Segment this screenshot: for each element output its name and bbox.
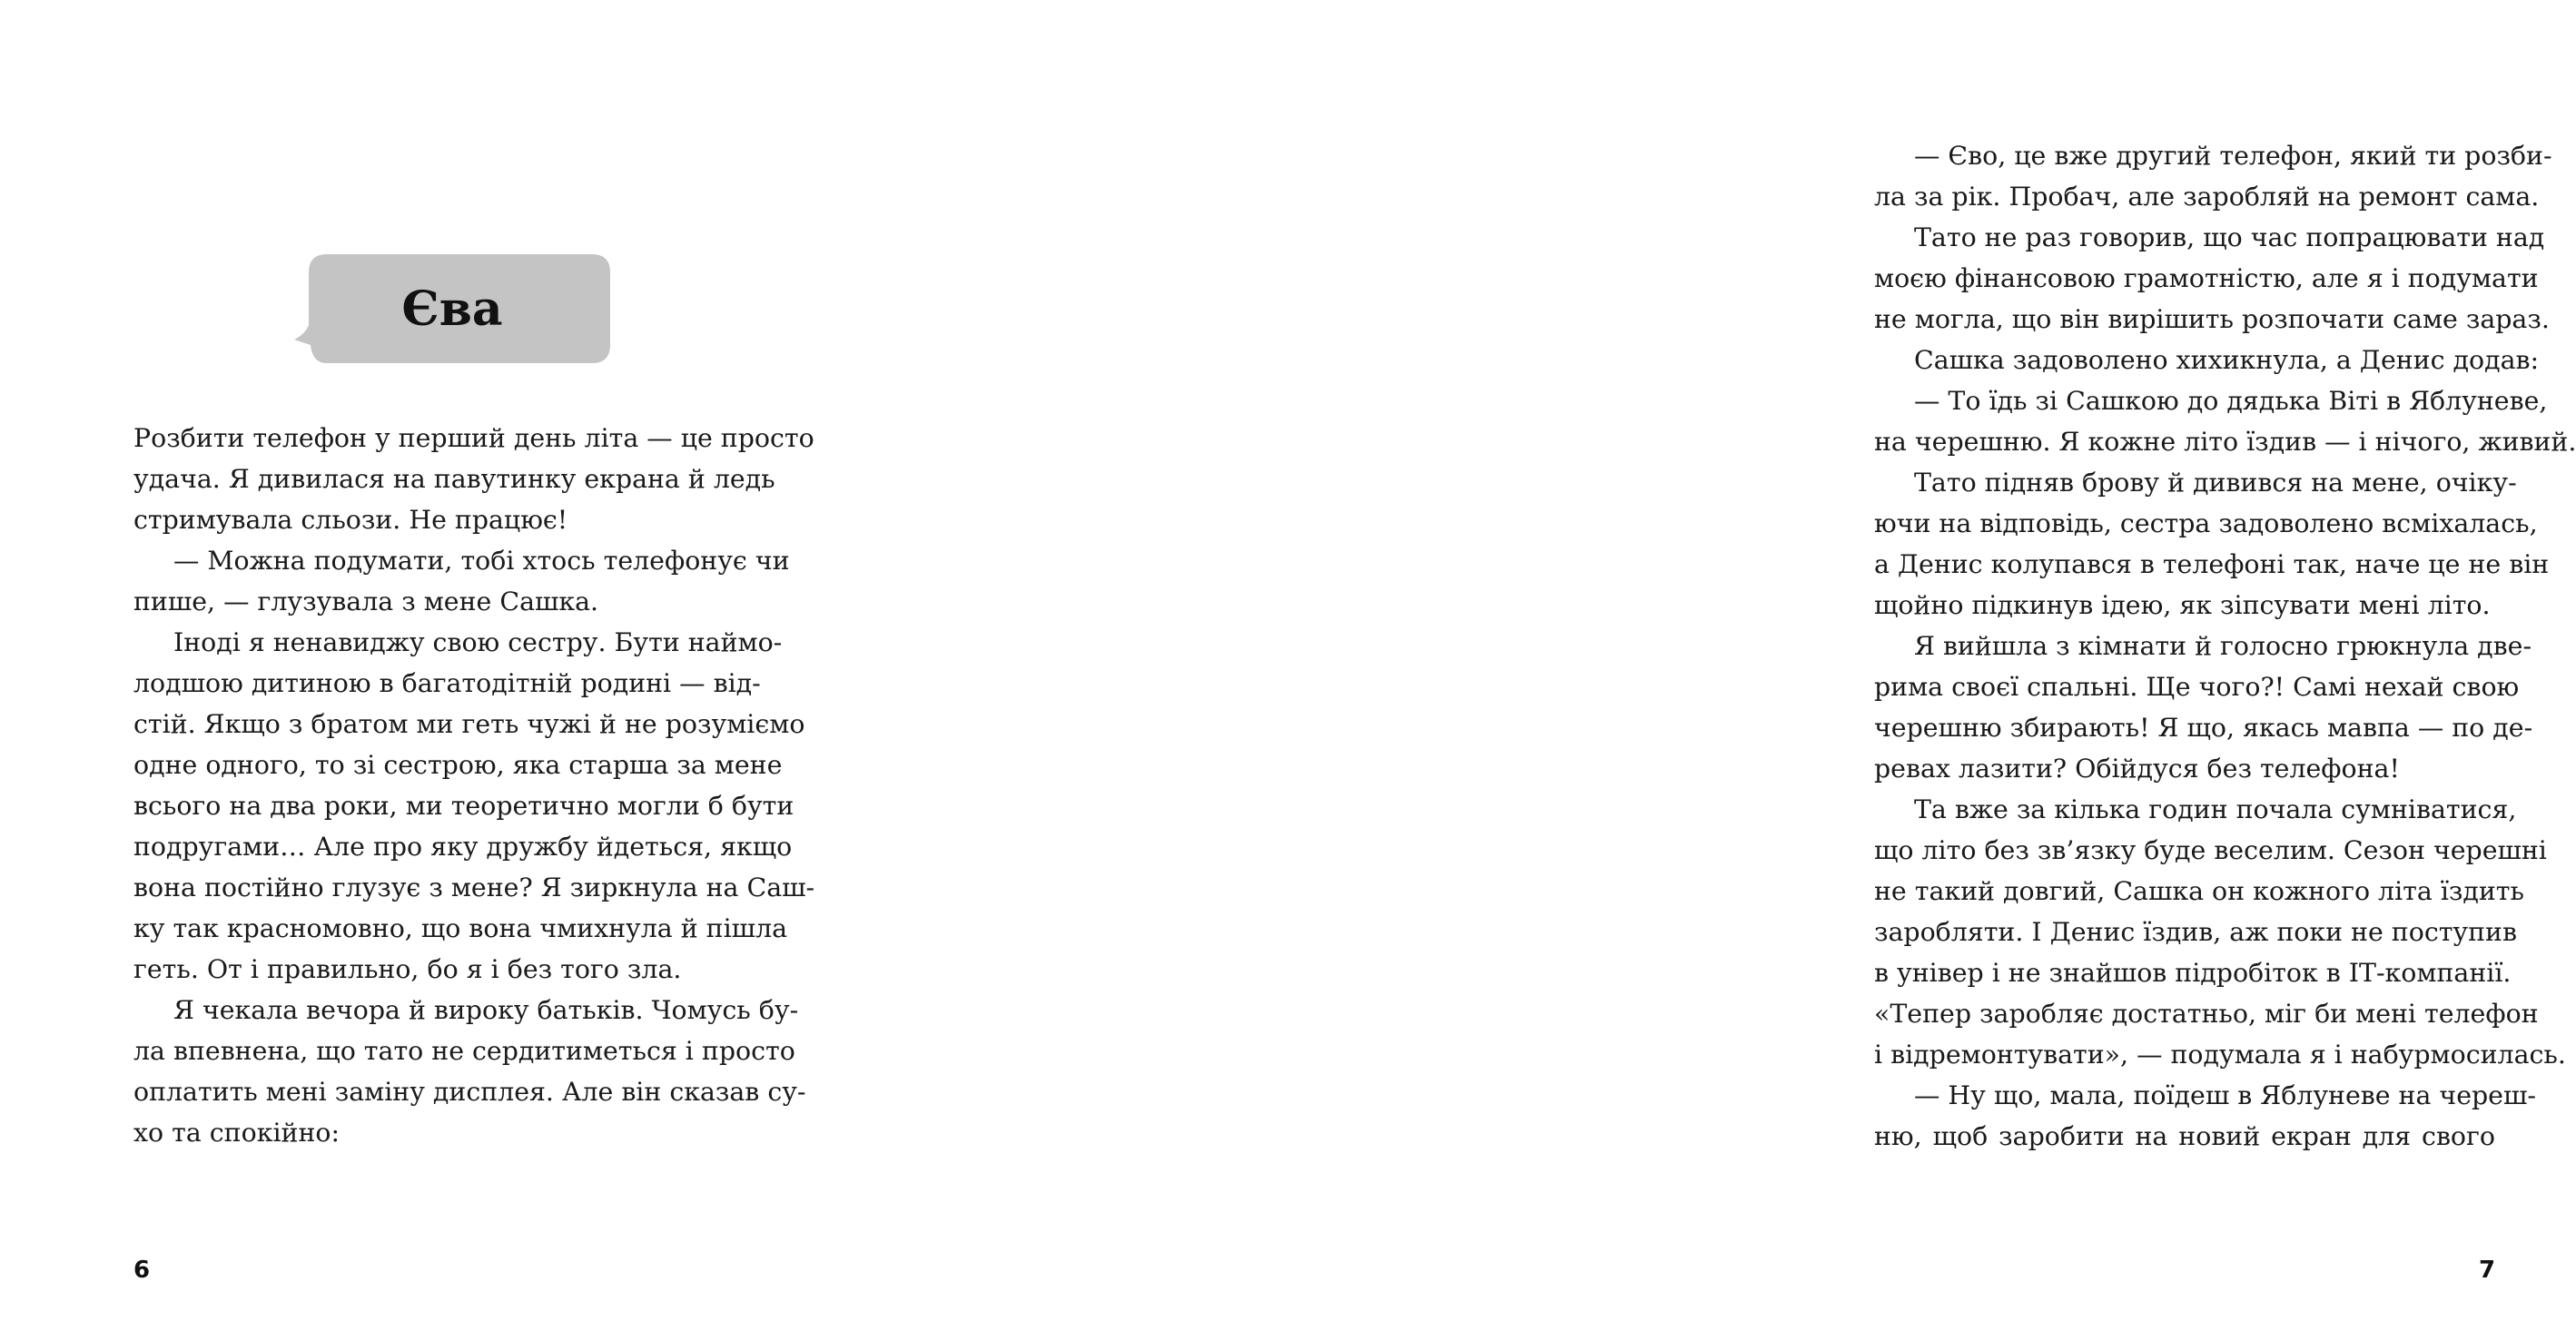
page-number-right: 7 [2479,1257,2496,1284]
text-line: ла впевнена, що тато не сердитиметься і просто [133,1036,795,1066]
text-line: моєю фінансовою грамотністю, але я і подумати [1874,263,2539,293]
text-line: подругами… Але про яку дружбу йдеться, якщо [133,832,793,862]
text-line: щойно підкинув ідею, як зіпсувати мені літо. [1874,590,2491,620]
left-page [0,0,872,1341]
text-line: Іноді я ненавиджу свою сестру. Бути наймо- [173,627,783,657]
text-line: хо та спокійно: [133,1118,341,1148]
text-line: — То їдь зі Сашкою до дядька Віті в Яблуневе, [1914,386,2548,416]
text-line: Я вийшла з кімнати й голосно грюкнула две- [1914,631,2532,661]
text-line: пише, — глузувала з мене Сашка. [133,587,599,616]
right-page [872,0,2576,1341]
text-line: що літо без зв’язку буде веселим. Сезон черешні [1874,835,2547,865]
text-line: Тато не раз говорив, що час попрацювати над [1914,222,2545,252]
text-line: — Можна подумати, тобі хтось телефонує чи [173,546,790,576]
text-line: Я чекала вечора й вироку батьків. Чомусь бу- [173,995,799,1025]
text-line: Та вже за кілька годин почала сумніватися, [1914,794,2517,824]
text-line: Тато підняв брову й дивився на мене, очіку- [1914,468,2517,498]
text-line: — Єво, це вже другий телефон, який ти розби- [1914,141,2552,171]
left-body-text [133,418,815,1153]
text-line: ню, щоб заробити на новий екран для свого [1874,1121,2495,1151]
text-line: стримувала сльози. Не працює! [133,505,568,535]
right-body-text [1874,135,2576,1157]
text-line: геть. От і правильно, бо я і без того зла. [133,954,682,984]
text-line: рима своєї спальні. Ще чого?! Самі нехай свою [1874,672,2520,702]
text-line: і відремонтувати», — подумала я і набурмосилась. [1874,1040,2566,1070]
text-line: заробляти. І Денис їздив, аж поки не поступив [1874,917,2517,947]
text-line: ку так красномовно, що вона чмихнула й пішла [133,913,788,943]
page-number-left: 6 [133,1257,151,1284]
text-line: не могла, що він вирішить розпочати саме зараз. [1874,304,2550,334]
text-line: в універ і не знайшов підробіток в ІТ-компанії. [1874,958,2512,988]
text-line: всього на два роки, ми теоретично могли б бути [133,791,795,821]
text-line: оплатить мені заміну дисплея. Але він сказав су- [133,1077,806,1107]
chapter-title: Єва [401,281,503,337]
text-line: — Ну що, мала, поїдеш в Яблуневе на череш- [1914,1080,2536,1110]
chapter-title-bubble [294,254,610,363]
text-line: ла за рік. Пробач, але заробляй на ремонт сама. [1874,182,2540,212]
text-line: Сашка задоволено хихикнула, а Денис додав: [1914,345,2540,375]
text-line: стій. Якщо з братом ми геть чужі й не розуміємо [133,709,805,739]
text-line: ревах лазити? Обійдуся без телефона! [1874,754,2400,784]
text-line: черешню збирають! Я що, якась мавпа — по де- [1874,713,2533,743]
text-line: удача. Я дивилася на павутинку екрана й ледь [133,464,775,494]
text-line: «Тепер заробляє достатньо, міг би мені телефон [1874,999,2539,1029]
text-line: одне одного, то зі сестрою, яка старша за мене [133,750,783,780]
text-line: вона постійно глузує з мене? Я зиркнула на Саш- [133,873,815,902]
text-line: Розбити телефон у перший день літа — це просто [133,423,814,453]
text-line: а Денис колупався в телефоні так, наче це не він [1874,549,2550,579]
text-line: не такий довгий, Сашка он кожного літа їздить [1874,876,2524,906]
text-line: ючи на відповідь, сестра задоволено всміхалась, [1874,508,2538,538]
text-line: на черешню. Я кожне літо їздив — і нічого, живий. [1874,427,2576,457]
text-line: лодшою дитиною в багатодітній родині — від- [133,668,761,698]
